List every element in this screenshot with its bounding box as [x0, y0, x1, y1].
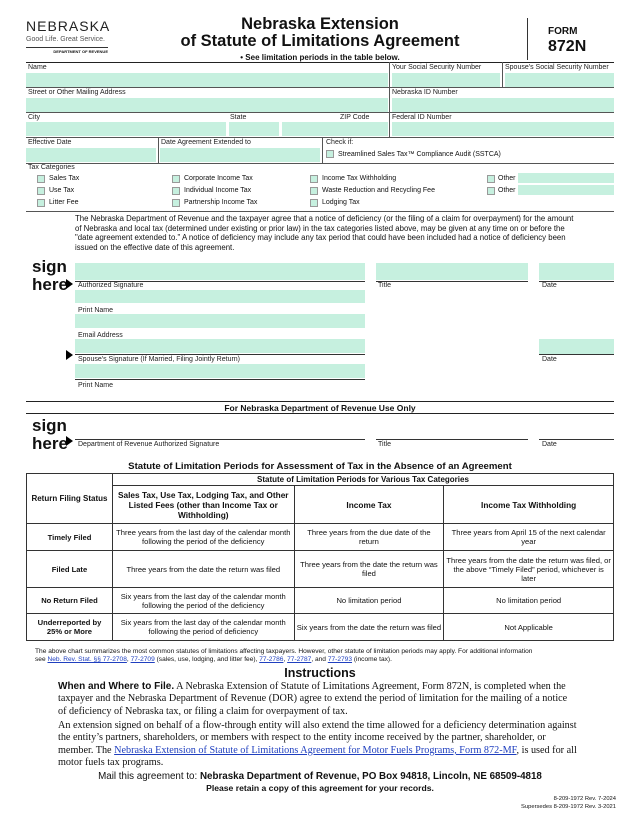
row-status: Timely Filed [27, 524, 113, 551]
corporate-income-tax-checkbox[interactable] [172, 175, 180, 183]
title-field[interactable] [376, 263, 528, 280]
sales-tax-label: Sales Tax [49, 175, 80, 182]
partnership-income-tax-checkbox[interactable] [172, 199, 180, 207]
here-word: here [32, 275, 68, 294]
sstca-checkbox[interactable] [326, 150, 334, 158]
other-2-label: Other [498, 187, 516, 194]
dor-title-label: Title [378, 441, 391, 448]
title-subtitle: • See limitation periods in the table below. [240, 53, 400, 62]
ne-id-field[interactable] [392, 98, 614, 112]
waste-reduction-label: Waste Reduction and Recycling Fee [322, 187, 435, 194]
statute-link-2709[interactable]: 77-2709 [130, 656, 155, 664]
other-2-checkbox[interactable] [487, 187, 495, 195]
logo-dept: DEPARTMENT OF REVENUE [53, 49, 108, 54]
dor-date-label: Date [542, 441, 557, 448]
row-cell: Not Applicable [444, 614, 614, 641]
para2-text-end: , is used for all motor fuels tax programs. [58, 744, 577, 769]
row-cell: Six years from the date the return was filed [294, 614, 444, 641]
dor-sign-word: sign [32, 416, 67, 435]
col-return-status: Return Filing Status [27, 474, 113, 524]
footnote-text: see [35, 656, 48, 664]
income-tax-withholding-checkbox[interactable] [310, 175, 318, 183]
table-row [27, 614, 614, 641]
instructions-para-2 [58, 720, 578, 770]
form-872mf-link[interactable]: Nebraska Extension of Statute of Limitations Agreement for Motor Fuels Programs, Form 872-MF [114, 744, 517, 756]
mail-pre: Mail this agreement to: [98, 771, 200, 782]
supersedes-number: Supersedes 8-209-1972 Rev. 3-2021 [521, 803, 616, 810]
row-cell: Three years from the due date of the return [294, 524, 444, 551]
footnote-text: , [283, 656, 288, 664]
row-status: Underreported by 25% or More [27, 614, 113, 641]
check-if-label: Check if: [326, 139, 354, 146]
row-status: No Return Filed [27, 588, 113, 614]
logo-tagline: Good Life. Great Service. [26, 36, 105, 43]
email-label: Email Address [78, 332, 123, 339]
row-cell: Three years from the date the return was filed, or the above “Timely Filed” period, whichever is later [444, 551, 614, 588]
retain-note: Please retain a copy of this agreement for your records. [206, 783, 434, 793]
effective-date-field[interactable] [26, 148, 156, 162]
spouse-date-label: Date [542, 356, 557, 363]
state-label: State [230, 114, 247, 121]
form-label: FORM [548, 26, 578, 37]
title-line-2: of Statute of Limitations Agreement [180, 32, 460, 50]
ssn-label: Your Social Security Number [392, 64, 482, 71]
sign-arrow-icon [66, 279, 73, 289]
mail-to [26, 771, 614, 782]
dor-here-word: here [32, 434, 68, 453]
instructions-lead: When and Where to File. [58, 681, 175, 692]
row-cell: Six years from the last day of the calendar month following the period of deficiency [112, 614, 294, 641]
col-income-tax: Income Tax [294, 486, 444, 524]
para2-text: An extension signed on behalf of a flow-through entity will also extend the time allowed for a deficiency determination against the entity’s partners, shareholders, or members with respect to the entity income received by the partner, shareholder, or member. The [58, 720, 577, 756]
zip-field[interactable] [282, 122, 388, 136]
waste-reduction-checkbox[interactable] [310, 187, 318, 195]
ssn-field[interactable] [392, 73, 500, 87]
use-tax-label: Use Tax [49, 187, 75, 194]
spouse-signature-label: Spouse's Signature (If Married, Filing Jointly Return) [78, 356, 241, 363]
spouse-date-field[interactable] [539, 339, 614, 354]
footnote-text: (income tax). [352, 656, 392, 664]
instructions-heading: Instructions [284, 666, 356, 680]
city-label: City [28, 114, 41, 121]
individual-income-tax-label: Individual Income Tax [184, 187, 252, 194]
table-row [27, 551, 614, 588]
income-tax-withholding-label: Income Tax Withholding [322, 175, 397, 182]
mail-address: Nebraska Department of Revenue, PO Box 94818, Lincoln, NE 68509-4818 [199, 771, 542, 782]
agreement-text: The Nebraska Department of Revenue and the taxpayer agree that a notice of deficiency (or the filing of a claim for overpayment) for the amount of Nebraska and local tax (determined under existing or prior law) in the tax categories listed above, may be given at any time on or before the "date agreement extended to." A notice of deficiency may include any tax period that could have been included had a notice of deficiency been issued on the effective date of this agreement. [75, 214, 574, 252]
group-header: Statute of Limitation Periods for Various Tax Categories [112, 474, 613, 486]
state-field[interactable] [229, 122, 279, 136]
row-cell: Three years from April 15 of the next calendar year [444, 524, 614, 551]
instructions-para-1 [58, 681, 578, 718]
row-cell: No limitation period [444, 588, 614, 614]
revision-info [470, 796, 616, 811]
footnote-text: , [126, 656, 131, 664]
para1-text: A Nebraska Extension of Statute of Limitations Agreement, Form 872N, is completed when the taxpayer and the Nebraska Department of Revenue (DOR) agree to extend the period of limitation for the mailing of a notice of deficiency of Nebraska tax, or filing a claim for overpayment of tax. [58, 681, 568, 717]
row-cell: No limitation period [294, 588, 444, 614]
print-name-field[interactable] [75, 314, 365, 328]
sales-tax-checkbox[interactable] [37, 175, 45, 183]
date-field[interactable] [539, 263, 614, 280]
effective-date-label: Effective Date [28, 139, 72, 146]
email-field[interactable] [75, 339, 365, 353]
name-field[interactable] [26, 73, 388, 87]
table-footnote [35, 648, 615, 664]
zip-label: ZIP Code [340, 114, 370, 121]
footnote-text: , and [311, 656, 328, 664]
title-line-1: Nebraska Extension [241, 15, 399, 33]
statute-link-2708[interactable]: Neb. Rev. Stat. §§ 77-2708 [47, 656, 127, 664]
statute-link-2786[interactable]: 77-2786 [259, 656, 284, 664]
revision-number: 8-209-1972 Rev. 7-2024 [553, 796, 616, 802]
title-label: Title [378, 282, 391, 289]
logo-name: NEBRASKA [26, 18, 111, 34]
street-field[interactable] [26, 98, 388, 112]
table-row [27, 588, 614, 614]
spouse-ssn-label: Spouse's Social Security Number [505, 64, 609, 71]
spouse-arrow-icon [66, 350, 73, 360]
table-title: Statute of Limitation Periods for Assessment of Tax in the Absence of an Agreement [128, 461, 512, 472]
date-extended-label: Date Agreement Extended to [161, 139, 251, 146]
spouse-ssn-field[interactable] [505, 73, 614, 87]
footnote-line1: The above chart summarizes the most common statutes of limitations affecting taxpayers. However, other statute of limitation periods may apply. For additional information [35, 648, 533, 655]
footnote-text: (sales, use, lodging, and litter fee), [154, 656, 260, 664]
page-title [140, 16, 500, 50]
limitation-table [26, 473, 614, 641]
spouse-print-name-field[interactable] [75, 364, 365, 378]
row-status: Filed Late [27, 551, 113, 588]
litter-fee-label: Litter Fee [49, 199, 79, 206]
row-cell: Three years from the last day of the calendar month following the period of the deficiency [112, 524, 294, 551]
dor-use-heading: For Nebraska Department of Revenue Use Only [26, 401, 614, 414]
logo [26, 18, 116, 54]
row-cell: Three years from the date the return was filed [294, 551, 444, 588]
dor-arrow-icon [66, 436, 73, 446]
statute-link-2793[interactable]: 77-2793 [327, 656, 353, 664]
federal-id-field[interactable] [392, 122, 614, 136]
city-field[interactable] [26, 122, 226, 136]
print-name-field-top[interactable] [75, 290, 365, 303]
other-2-field[interactable] [518, 185, 614, 195]
sign-word: sign [32, 257, 67, 276]
dor-signature-label: Department of Revenue Authorized Signature [78, 441, 220, 448]
partnership-income-tax-label: Partnership Income Tax [184, 199, 258, 206]
sstca-label: Streamlined Sales Tax™ Compliance Audit (SSTCA) [338, 151, 501, 158]
lodging-tax-checkbox[interactable] [310, 199, 318, 207]
date-label: Date [542, 282, 557, 289]
statute-link-2787[interactable]: 77-2787 [287, 656, 312, 664]
date-extended-field[interactable] [160, 148, 320, 162]
federal-id-label: Federal ID Number [392, 114, 452, 121]
litter-fee-checkbox[interactable] [37, 199, 45, 207]
table-row [27, 524, 614, 551]
individual-income-tax-checkbox[interactable] [172, 187, 180, 195]
other-1-label: Other [498, 175, 516, 182]
col-withholding: Income Tax Withholding [444, 486, 614, 524]
spouse-print-name-label: Print Name [78, 382, 114, 389]
col-sales-tax: Sales Tax, Use Tax, Lodging Tax, and Other Listed Fees (other than Income Tax or Withholding) [112, 486, 294, 524]
other-1-checkbox[interactable] [487, 175, 495, 183]
tax-categories-heading: Tax Categories [28, 164, 75, 171]
authorized-signature-field[interactable] [75, 263, 365, 280]
other-1-field[interactable] [518, 173, 614, 183]
form-number: 872N [548, 38, 587, 55]
row-cell: Three years from the date the return was filed [112, 551, 294, 588]
street-label: Street or Other Mailing Address [28, 89, 126, 96]
name-label: Name [28, 64, 47, 71]
ne-id-label: Nebraska ID Number [392, 89, 458, 96]
use-tax-checkbox[interactable] [37, 187, 45, 195]
lodging-tax-label: Lodging Tax [322, 199, 360, 206]
row-cell: Six years from the last day of the calendar month following the period of the deficiency [112, 588, 294, 614]
corporate-income-tax-label: Corporate Income Tax [184, 175, 253, 182]
print-name-label: Print Name [78, 307, 114, 314]
authorized-signature-label: Authorized Signature [78, 282, 144, 289]
